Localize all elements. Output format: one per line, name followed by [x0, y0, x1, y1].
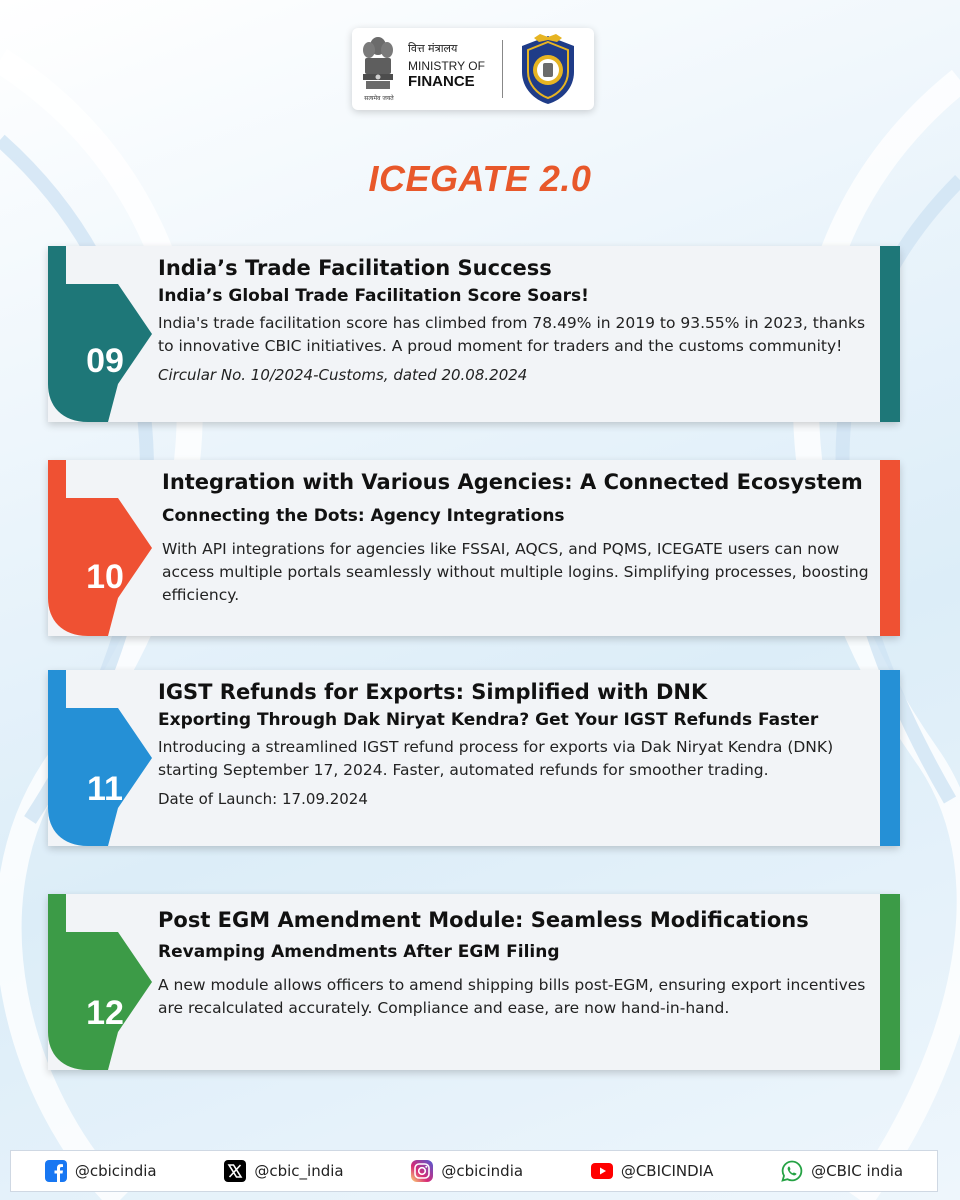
cbic-seal-icon — [510, 32, 586, 108]
number-badge-shape — [48, 246, 158, 422]
card-title: IGST Refunds for Exports: Simplified with DNK — [158, 680, 708, 704]
emblem-motto: सत्यमेव जयते — [364, 95, 394, 102]
number-badge-shape — [48, 670, 158, 846]
social-footer — [10, 1150, 938, 1192]
card-body: India's trade facilitation score has climbed from 78.49% in 2019 to 93.55% in 2023, thanks to innovative CBIC initiatives. A proud moment for traders and the customs community! — [158, 314, 866, 355]
whatsapp-link[interactable] — [781, 1160, 903, 1182]
instagram-icon — [411, 1160, 433, 1182]
youtube-handle: @CBICINDIA — [620, 1162, 714, 1180]
card-subtitle: India’s Global Trade Facilitation Score Soars! — [158, 286, 589, 306]
instagram-handle: @cbicindia — [441, 1162, 524, 1180]
facebook-handle: @cbicindia — [74, 1162, 157, 1180]
card-body: With API integrations for agencies like FSSAI, AQCS, and PQMS, ICEGATE users can now access multiple portals seamlessly without multiple logins. Simplifying processes, boosting efficiency. — [162, 540, 869, 604]
card-number: 09 — [86, 342, 124, 380]
card-number: 12 — [86, 994, 124, 1032]
ministry-name-line2: FINANCE — [408, 73, 475, 90]
x-icon — [224, 1160, 246, 1182]
number-badge-shape — [48, 894, 158, 1070]
card-number: 11 — [87, 770, 123, 808]
card-number: 10 — [86, 558, 124, 596]
update-card-11 — [48, 670, 900, 846]
ministry-name-hindi: वित्त मंत्रालय — [408, 42, 458, 55]
x-link[interactable] — [224, 1160, 343, 1182]
card-title: Post EGM Amendment Module: Seamless Modifications — [158, 908, 809, 932]
instagram-link[interactable] — [411, 1160, 523, 1182]
card-accent-stripe — [880, 670, 900, 846]
card-accent-stripe — [880, 246, 900, 422]
number-badge-shape — [48, 460, 158, 636]
card-subtitle: Revamping Amendments After EGM Filing — [158, 942, 560, 962]
x-handle: @cbic_india — [254, 1162, 344, 1180]
whatsapp-icon — [781, 1160, 803, 1182]
card-body: Introducing a streamlined IGST refund process for exports via Dak Niryat Kendra (DNK) starting September 17, 2024. Faster, automated refunds for smoother trading. — [158, 738, 834, 779]
ministry-logo — [352, 28, 594, 110]
page-title: ICEGATE 2.0 — [368, 158, 592, 199]
card-note: Circular No. 10/2024-Customs, dated 20.08.2024 — [158, 366, 528, 384]
card-accent-stripe — [880, 894, 900, 1070]
card-note: Date of Launch: 17.09.2024 — [158, 790, 368, 808]
youtube-icon — [591, 1160, 613, 1182]
card-subtitle: Connecting the Dots: Agency Integrations — [162, 506, 565, 526]
facebook-link[interactable] — [45, 1160, 157, 1182]
card-body: A new module allows officers to amend shipping bills post-EGM, ensuring export incentives are recalculated accurately. Compliance and ease, are now hand-in-hand. — [158, 976, 866, 1017]
ministry-name-line1: MINISTRY OF — [408, 59, 485, 73]
card-title: India’s Trade Facilitation Success — [158, 256, 552, 280]
youtube-link[interactable] — [591, 1160, 714, 1182]
update-card-09 — [48, 246, 900, 422]
whatsapp-handle: @CBIC india — [811, 1162, 904, 1180]
facebook-icon — [45, 1160, 67, 1182]
card-accent-stripe — [880, 460, 900, 636]
card-title: Integration with Various Agencies: A Connected Ecosystem — [162, 470, 863, 494]
update-card-12 — [48, 894, 900, 1070]
update-card-10 — [48, 460, 900, 636]
card-subtitle: Exporting Through Dak Niryat Kendra? Get Your IGST Refunds Faster — [158, 710, 819, 730]
logo-divider — [502, 40, 503, 98]
